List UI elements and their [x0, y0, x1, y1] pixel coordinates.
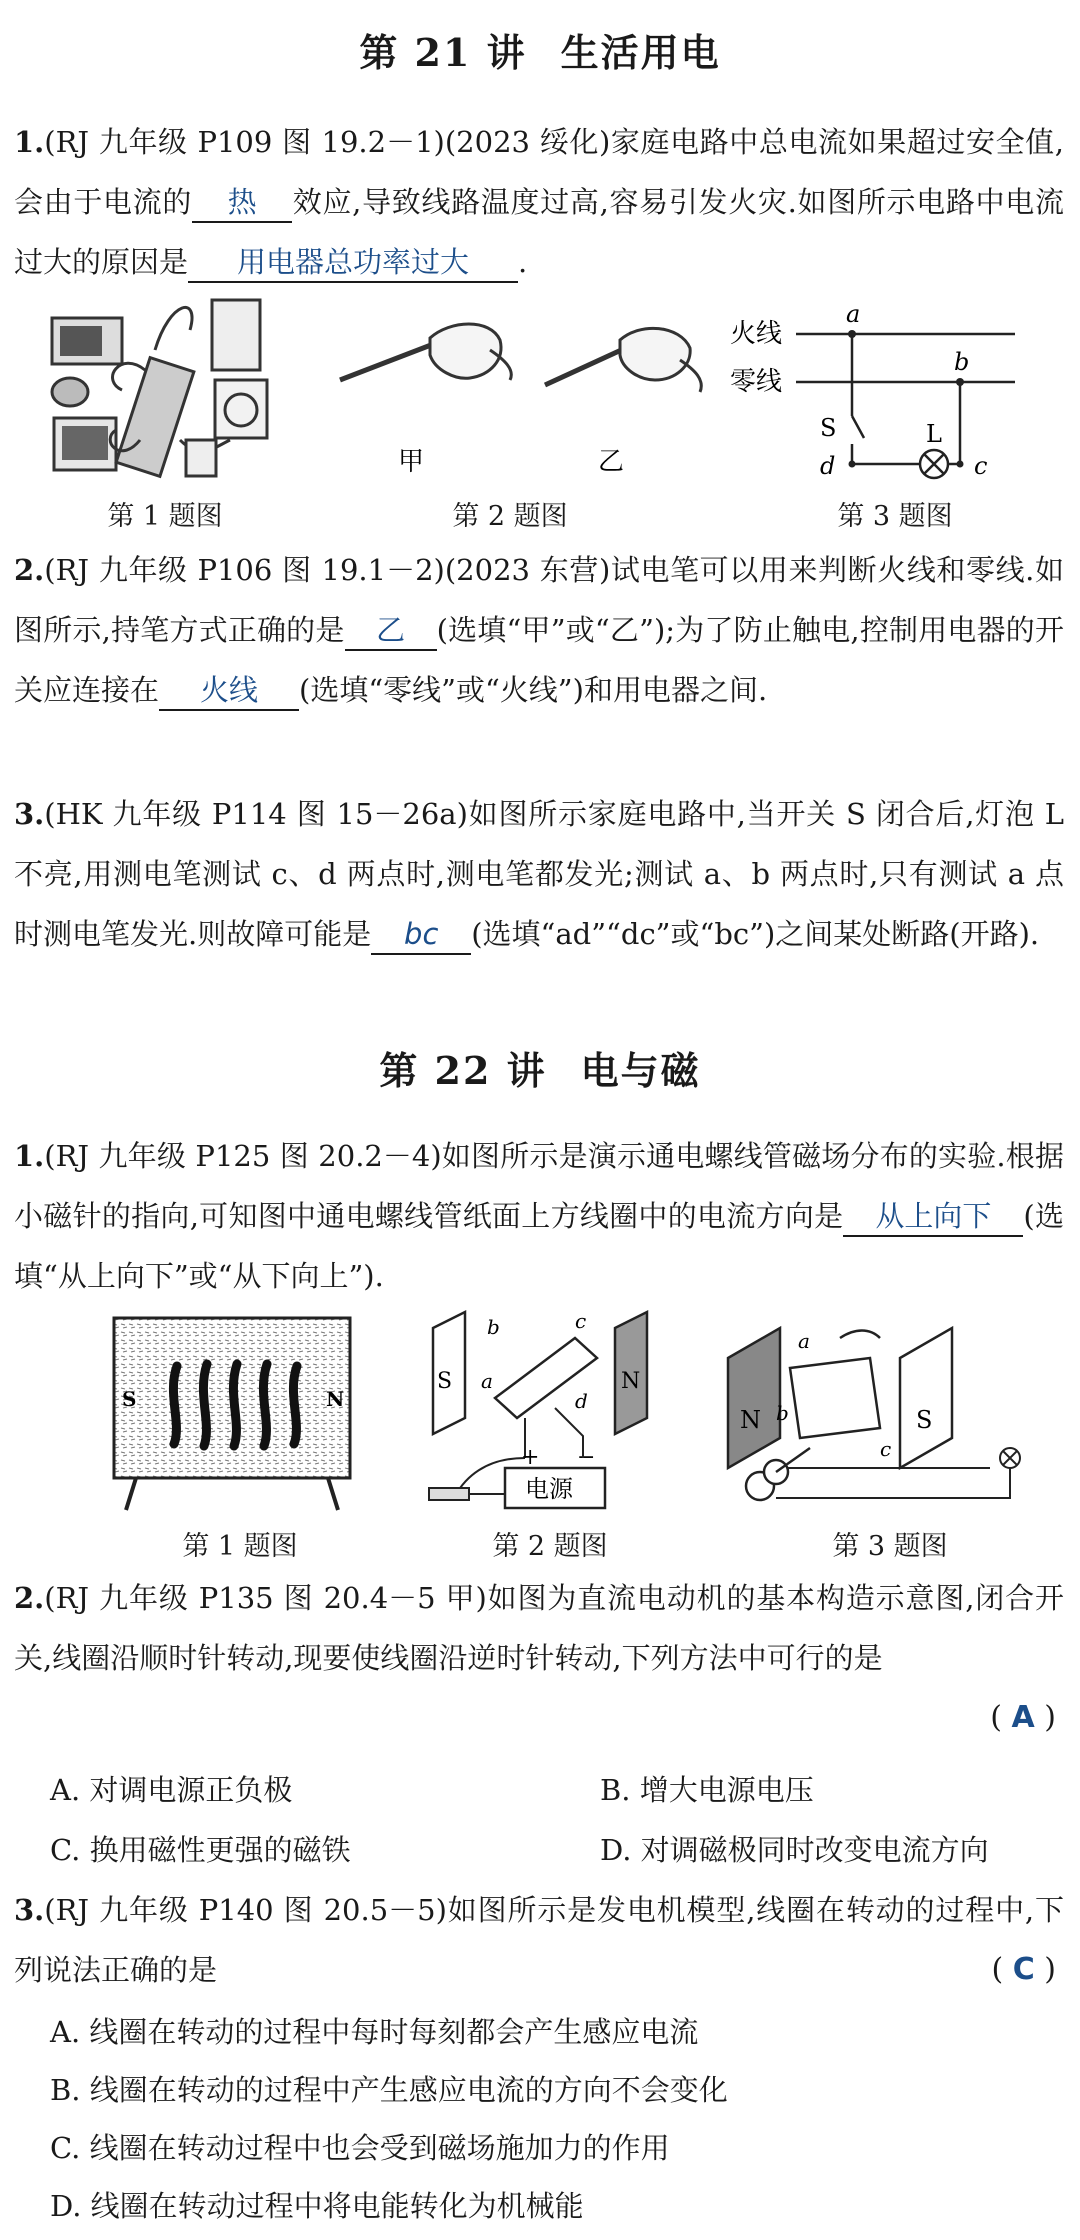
- l21-fig2-caption: 第 2 题图: [452, 501, 568, 532]
- l22-fig2-motor: [425, 1308, 665, 1518]
- node-d: [849, 461, 856, 468]
- point-c-label: c: [575, 1309, 587, 1333]
- question-text: (选填“ad”“dc”或“bc”)之间某处断路(开路).: [471, 917, 1040, 951]
- point-b-label: b: [954, 348, 970, 376]
- lesson22-number: 第 22 讲: [379, 1048, 547, 1093]
- fire-line-label: 火线: [730, 319, 783, 349]
- lesson21-number: 第 21 讲: [359, 30, 527, 75]
- answer-blank: 从上向下: [843, 1197, 1023, 1237]
- plus-terminal: +: [521, 1445, 540, 1470]
- choice-answer: A: [1011, 1700, 1035, 1735]
- point-d-label: d: [575, 1389, 588, 1413]
- pole-n-label: N: [740, 1406, 761, 1434]
- grip-jia: [340, 324, 511, 380]
- point-a-label: a: [798, 1329, 810, 1353]
- point-a-label: a: [846, 300, 861, 328]
- point-c-label: c: [880, 1437, 892, 1461]
- question-text: (RJ 九年级 P109 图 19.2－1)(2023 绥化)家庭电路中总电流如果超过安全值,会由于电流的: [14, 125, 1064, 219]
- pole-s-label: S: [437, 1369, 453, 1394]
- option-c: C. 换用磁性更强的磁铁: [50, 1833, 351, 1867]
- answer-blank: 火线: [159, 671, 299, 711]
- l22-q3-answer-bracket: ( C ): [991, 1952, 1056, 1987]
- option-b: B. 增大电源电压: [600, 1773, 814, 1807]
- l22-fig3-generator: [720, 1308, 1040, 1518]
- stand-leg: [328, 1478, 338, 1510]
- lesson21-title: [0, 22, 1080, 77]
- lesson22-title: [0, 1040, 1080, 1095]
- label-yi: 乙: [598, 447, 625, 477]
- question-text: (选填“甲”或“乙”);为了防止触电,控制用电器的开关应连接在: [14, 613, 1065, 707]
- switch-s-icon: [852, 416, 864, 438]
- question-number: 1.: [14, 1139, 45, 1173]
- rotation-arrow-icon: [840, 1331, 880, 1339]
- power-strip-shape: [116, 358, 194, 477]
- question-number: 2.: [14, 553, 45, 587]
- option-c: C. 线圈在转动过程中也会受到磁场施加力的作用: [50, 2131, 670, 2165]
- question-text: (选填“零线”或“火线”)和用电器之间.: [299, 673, 768, 707]
- l21-question-2: [14, 540, 1064, 720]
- question-text: (RJ 九年级 P140 图 20.5－5)如图所示是发电机模型,线圈在转动的过程中,下列说法正确的是: [14, 1893, 1064, 1987]
- option-a: A. 对调电源正负极: [50, 1773, 293, 1807]
- minus-terminal: −: [577, 1445, 596, 1470]
- pole-n-label: N: [621, 1369, 641, 1394]
- kettle-shape: [186, 440, 216, 476]
- l21-question-1: [14, 112, 1064, 292]
- option-b: B. 线圈在转动的过程中产生感应电流的方向不会变化: [50, 2073, 728, 2107]
- tv-screen: [62, 426, 108, 460]
- question-text: (RJ 九年级 P135 图 20.4－5 甲)如图为直流电动机的基本构造示意图,闭合开关,线圈沿顺时针转动,现要使线圈沿逆时针转动,下列方法中可行的是: [14, 1581, 1064, 1675]
- question-number: 3.: [14, 797, 45, 831]
- l22-fig2-caption: 第 2 题图: [492, 1531, 608, 1562]
- pole-s-label: S: [916, 1406, 933, 1434]
- question-number: 1.: [14, 125, 45, 159]
- l22-question-2: [14, 1568, 1064, 1688]
- pole-n-label: N: [326, 1387, 345, 1411]
- question-text: .: [518, 245, 528, 279]
- l21-fig1-caption: 第 1 题图: [107, 501, 223, 532]
- l22-question-1: [14, 1126, 1064, 1306]
- answer-blank: 乙: [345, 611, 437, 651]
- wire: [776, 1458, 1010, 1498]
- answer-blank: bc: [371, 915, 471, 955]
- question-text: (RJ 九年级 P125 图 20.2－4)如图所示是演示通电螺线管磁场分布的实验.根据小磁针的指向,可知图中通电螺线管纸面上方线圈中的电流方向是: [14, 1139, 1064, 1233]
- answer-blank: 用电器总功率过大: [188, 243, 518, 283]
- point-a-label: a: [481, 1369, 493, 1393]
- coil-loop: [790, 1358, 880, 1438]
- l22-fig1-solenoid: [112, 1314, 352, 1514]
- fan-shape: [52, 378, 88, 406]
- node-c: [957, 461, 964, 468]
- point-b-label: b: [776, 1401, 789, 1425]
- lamp-label: L: [926, 420, 942, 448]
- option-d: D. 对调磁极同时改变电流方向: [600, 1833, 989, 1867]
- question-text: (HK 九年级 P114 图 15－26a)如图所示家庭电路中,当开关 S 闭合后,灯泡 L 不亮,用测电笔测试 c、d 两点时,测电笔都发光;测试 a、b 两点时,只有测试 a 点时测电笔发光.则故障可能是: [14, 797, 1064, 951]
- grip-yi: [545, 328, 701, 392]
- lesson22-name: 电与磁: [580, 1048, 701, 1093]
- switch-icon: [429, 1488, 469, 1500]
- option-a: A. 线圈在转动的过程中每时每刻都会产生感应电流: [50, 2015, 699, 2049]
- l22-fig3-caption: 第 3 题图: [832, 1531, 948, 1562]
- l22-fig1-caption: 第 1 题图: [182, 1531, 298, 1562]
- question-text: (RJ 九年级 P106 图 19.1－2)(2023 东营)试电笔可以用来判断火线和零线.如图所示,持笔方式正确的是: [14, 553, 1064, 647]
- answer-blank: 热: [192, 183, 292, 223]
- zero-line-label: 零线: [730, 367, 783, 397]
- option-d: D. 线圈在转动过程中将电能转化为机械能: [50, 2189, 584, 2223]
- l21-fig3-circuit: [730, 298, 1060, 498]
- magnet-s-shape: [900, 1328, 952, 1468]
- question-number: 2.: [14, 1581, 45, 1615]
- l21-question-3: [14, 784, 1064, 964]
- switch-label: S: [820, 414, 837, 442]
- point-b-label: b: [487, 1315, 500, 1339]
- label-jia: 甲: [398, 447, 425, 477]
- question-number: 3.: [14, 1893, 45, 1927]
- hand-icon: [620, 328, 690, 380]
- l22-q2-answer-bracket: ( A ): [990, 1700, 1056, 1735]
- question-text: 效应,导致线路温度过高,容易引发火灾.如图所示电路中电流过大的原因是: [14, 185, 1064, 279]
- stand-leg: [126, 1478, 136, 1510]
- point-c-label: c: [974, 452, 988, 480]
- power-source-label: 电源: [525, 1475, 573, 1503]
- lesson21-name: 生活用电: [560, 30, 721, 75]
- point-d-label: d: [820, 452, 836, 480]
- fridge-shape: [212, 300, 260, 370]
- l21-fig1-appliances: [40, 290, 290, 490]
- pole-s-label: S: [122, 1387, 137, 1411]
- choice-answer: C: [1012, 1952, 1035, 1987]
- microwave-window: [60, 326, 102, 356]
- l21-fig3-caption: 第 3 题图: [837, 501, 953, 532]
- washer-shape: [215, 380, 267, 438]
- l22-question-3: [14, 1880, 1064, 2000]
- question-text: (选填“从上向下”或“从下向上”).: [14, 1199, 1064, 1293]
- magnet-n-shape: [728, 1328, 780, 1468]
- l21-fig2-test-pen: [320, 300, 730, 490]
